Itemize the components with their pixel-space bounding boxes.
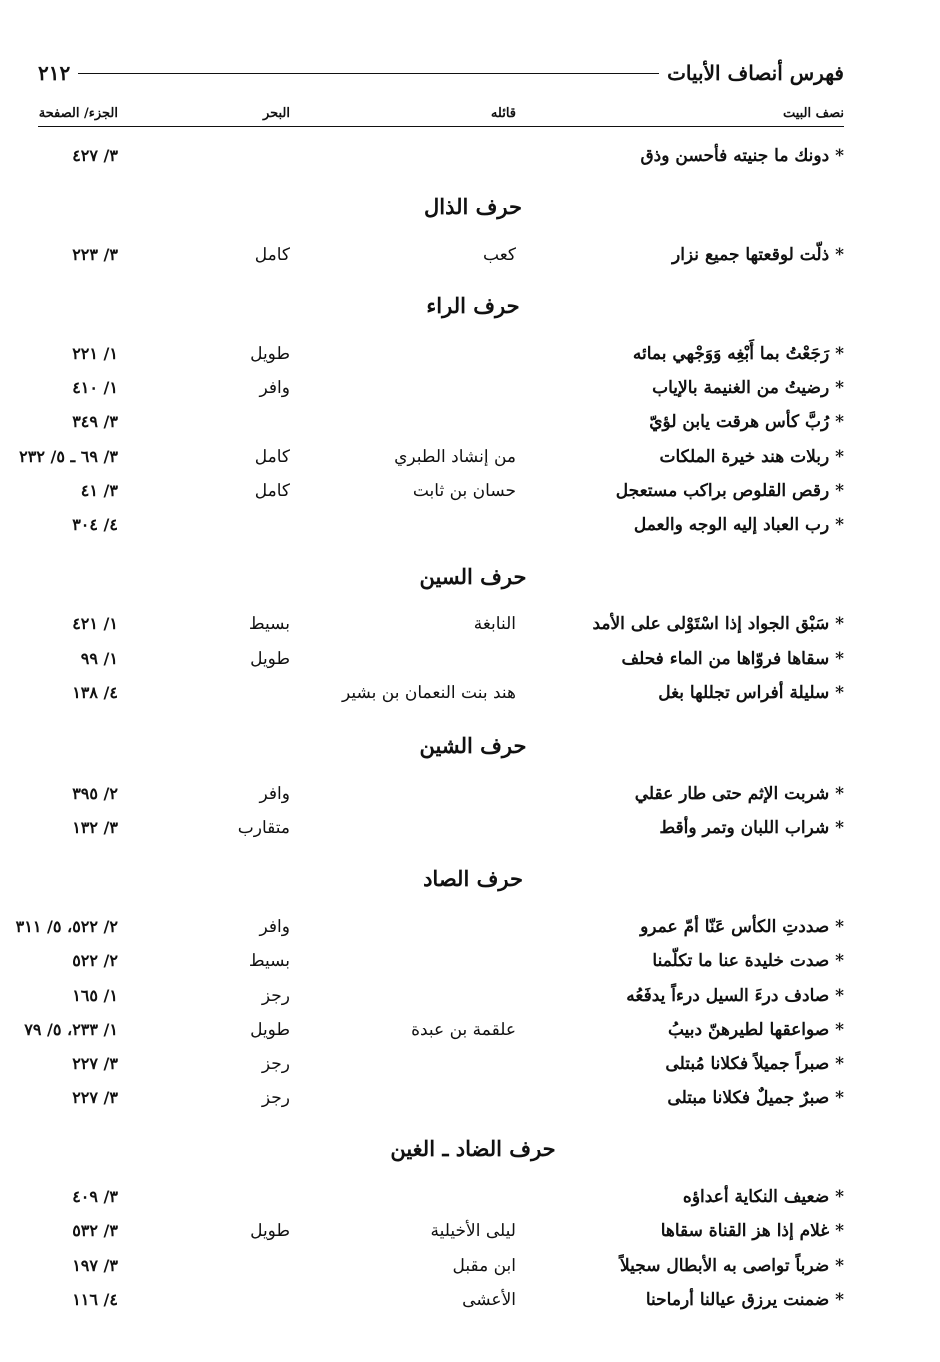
reference-cell: ١/ ٤٢١ bbox=[72, 614, 118, 633]
table-row bbox=[38, 644, 844, 674]
hemistich-cell: * رب العباد إليه الوجه والعمل bbox=[633, 515, 844, 535]
column-header-reference: الجزء/ الصفحة bbox=[38, 106, 118, 121]
reference-cell: ١/ ٤١٠ bbox=[72, 378, 118, 397]
reference-cell: ٣/ ٦٩ ـ ٥/ ٢٣٢ bbox=[19, 447, 118, 466]
hemistich-cell: * صددتِ الكأس عَنّا أمّ عمرو bbox=[640, 917, 844, 937]
table-row bbox=[38, 339, 844, 369]
meter-cell: طويل bbox=[250, 649, 290, 669]
section-title: حرف الشين bbox=[419, 733, 527, 758]
hemistich-cell: * شربت الإثم حتى طار عقلي bbox=[634, 784, 844, 804]
meter-cell: كامل bbox=[254, 447, 290, 467]
reference-cell: ١/ ٢٣٣، ٥/ ٧٩ bbox=[24, 1020, 118, 1039]
sayer-cell: علقمة بن عبدة bbox=[411, 1020, 516, 1040]
meter-cell: رجز bbox=[261, 986, 290, 1006]
section-title: حرف الراء bbox=[426, 293, 520, 318]
hemistich-cell: * صدت خليدة عنا ما تكلّمنا bbox=[652, 951, 844, 971]
table-row bbox=[38, 407, 844, 437]
meter-cell: طويل bbox=[250, 1020, 290, 1040]
reference-cell: ٢/ ٥٢٢ bbox=[72, 951, 118, 970]
table-row bbox=[38, 1182, 844, 1212]
section-title: حرف السين bbox=[419, 564, 527, 589]
sayer-cell: من إنشاد الطبري bbox=[394, 447, 516, 467]
hemistich-cell: * دونك ما جنيته فأحسن وذق bbox=[640, 146, 844, 166]
hemistich-cell: * ضرباً تواصى به الأبطال سجيلاً bbox=[619, 1256, 844, 1276]
hemistich-cell: * رُبَّ كأس هرقت يابن لؤيّ bbox=[649, 412, 844, 432]
reference-cell: ٣/ ٤٠٩ bbox=[72, 1187, 118, 1206]
reference-cell: ١/ ١٦٥ bbox=[72, 986, 118, 1005]
column-headers bbox=[38, 104, 844, 127]
meter-cell: طويل bbox=[250, 344, 290, 364]
section-heading bbox=[38, 191, 844, 223]
hemistich-cell: * صادف درءَ السيل درءاً يدفَعُه bbox=[626, 986, 844, 1006]
header-rule bbox=[78, 73, 659, 74]
reference-cell: ٤/ ٣٠٤ bbox=[72, 515, 118, 534]
table-row bbox=[38, 813, 844, 843]
meter-cell: وافر bbox=[259, 784, 290, 804]
sayer-cell: كعب bbox=[483, 245, 516, 265]
sayer-cell: ابن مقبل bbox=[452, 1256, 516, 1276]
reference-cell: ٣/ ٢٢٣ bbox=[72, 245, 118, 264]
reference-cell: ٣/ ١٣٢ bbox=[72, 818, 118, 837]
table-row bbox=[38, 981, 844, 1011]
hemistich-cell: * ربلات هند خيرة الملكات bbox=[659, 447, 844, 467]
table-row bbox=[38, 779, 844, 809]
reference-cell: ٢/ ٣٩٥ bbox=[72, 784, 118, 803]
sayer-cell: ليلى الأخيلية bbox=[430, 1221, 516, 1241]
sayer-cell: حسان بن ثابت bbox=[412, 481, 516, 501]
sayer-cell: هند بنت النعمان بن بشير bbox=[342, 683, 516, 703]
hemistich-cell: * صبرٌ جميلٌ فكلانا مبتلى bbox=[667, 1088, 844, 1108]
table-row bbox=[15, 912, 844, 942]
meter-cell: متقارب bbox=[237, 818, 290, 838]
table-row bbox=[38, 946, 844, 976]
hemistich-cell: * سَبْق الجواد إذا اسْتَوْلى على الأمد bbox=[592, 614, 844, 634]
table-row bbox=[38, 141, 844, 171]
hemistich-cell: * رضيتُ من الغنيمة بالإياب bbox=[652, 378, 844, 398]
section-heading bbox=[38, 863, 844, 895]
meter-cell: وافر bbox=[259, 917, 290, 937]
hemistich-cell: * رَجَعْتُ بما أَبْغِه وَوَجْهي بمائه bbox=[632, 344, 844, 364]
section-heading bbox=[38, 561, 844, 593]
table-row bbox=[38, 609, 844, 639]
hemistich-cell: * شراب اللبان وتمر وأقط bbox=[659, 818, 844, 838]
hemistich-cell: * سقاها فروّاها من الماء فحلف bbox=[621, 649, 844, 669]
table-row bbox=[38, 476, 844, 506]
reference-cell: ٣/ ٢٢٧ bbox=[72, 1088, 118, 1107]
hemistich-cell: * ضمنت يرزق عيالنا أرماحنا bbox=[645, 1290, 844, 1310]
table-row bbox=[38, 1216, 844, 1246]
meter-cell: رجز bbox=[261, 1088, 290, 1108]
hemistich-cell: * ذلّت لوقعتها جميع نزار bbox=[671, 245, 844, 265]
hemistich-cell: * ضعيف النكاية أعداؤه bbox=[682, 1187, 844, 1207]
table-row bbox=[38, 373, 844, 403]
hemistich-cell: * صواعقها لطيرهنّ دبيبُ bbox=[667, 1020, 844, 1040]
table-row bbox=[38, 510, 844, 540]
table-row bbox=[38, 1285, 844, 1315]
meter-cell: بسيط bbox=[248, 614, 290, 634]
section-title: حرف الذال bbox=[424, 194, 522, 219]
section-heading bbox=[38, 290, 844, 322]
table-row bbox=[19, 442, 844, 472]
column-header-meter: البحر bbox=[262, 106, 290, 121]
table-row bbox=[38, 1083, 844, 1113]
meter-cell: كامل bbox=[254, 481, 290, 501]
reference-cell: ٣/ ٥٣٢ bbox=[72, 1221, 118, 1240]
section-title: حرف الضاد ـ الغين bbox=[390, 1136, 556, 1161]
hemistich-cell: * سليلة أفراس تجللها بغل bbox=[658, 683, 844, 703]
reference-cell: ١/ ٩٩ bbox=[80, 649, 118, 668]
section-heading bbox=[38, 1133, 844, 1165]
table-row bbox=[38, 1251, 844, 1281]
section-heading bbox=[38, 730, 844, 762]
column-header-hemistich: نصف البيت bbox=[782, 106, 844, 121]
column-header-sayer: قائله bbox=[490, 106, 516, 121]
meter-cell: بسيط bbox=[248, 951, 290, 971]
sayer-cell: الأعشى bbox=[462, 1290, 516, 1310]
reference-cell: ٤/ ١٣٨ bbox=[72, 683, 118, 702]
reference-cell: ٢/ ٥٢٢، ٥/ ٣١١ bbox=[15, 917, 118, 936]
table-row bbox=[38, 1049, 844, 1079]
meter-cell: كامل bbox=[254, 245, 290, 265]
reference-cell: ٣/ ٤١ bbox=[80, 481, 118, 500]
hemistich-cell: * رقص القلوص براكب مستعجل bbox=[615, 481, 844, 501]
meter-cell: طويل bbox=[250, 1221, 290, 1241]
reference-cell: ٣/ ١٩٧ bbox=[72, 1256, 118, 1275]
section-title: حرف الصاد bbox=[423, 866, 523, 891]
reference-cell: ٣/ ٤٢٧ bbox=[72, 146, 118, 165]
sayer-cell: النابغة bbox=[473, 614, 516, 634]
meter-cell: رجز bbox=[261, 1054, 290, 1074]
table-row bbox=[24, 1015, 844, 1045]
reference-cell: ٤/ ١١٦ bbox=[72, 1290, 118, 1309]
reference-cell: ٣/ ٣٤٩ bbox=[72, 412, 118, 431]
hemistich-cell: * غلام إذا هز القناة سقاها bbox=[660, 1221, 844, 1241]
meter-cell: وافر bbox=[259, 378, 290, 398]
reference-cell: ١/ ٢٢١ bbox=[72, 344, 118, 363]
reference-cell: ٣/ ٢٢٧ bbox=[72, 1054, 118, 1073]
hemistich-cell: * صبراً جميلاً فكلانا مُبتلى bbox=[665, 1054, 844, 1074]
page-number: ٢١٢ bbox=[38, 61, 71, 85]
page-title: فهرس أنصاف الأبيات bbox=[667, 61, 844, 85]
table-row bbox=[38, 678, 844, 708]
table-row bbox=[38, 240, 844, 270]
running-header bbox=[38, 56, 844, 90]
